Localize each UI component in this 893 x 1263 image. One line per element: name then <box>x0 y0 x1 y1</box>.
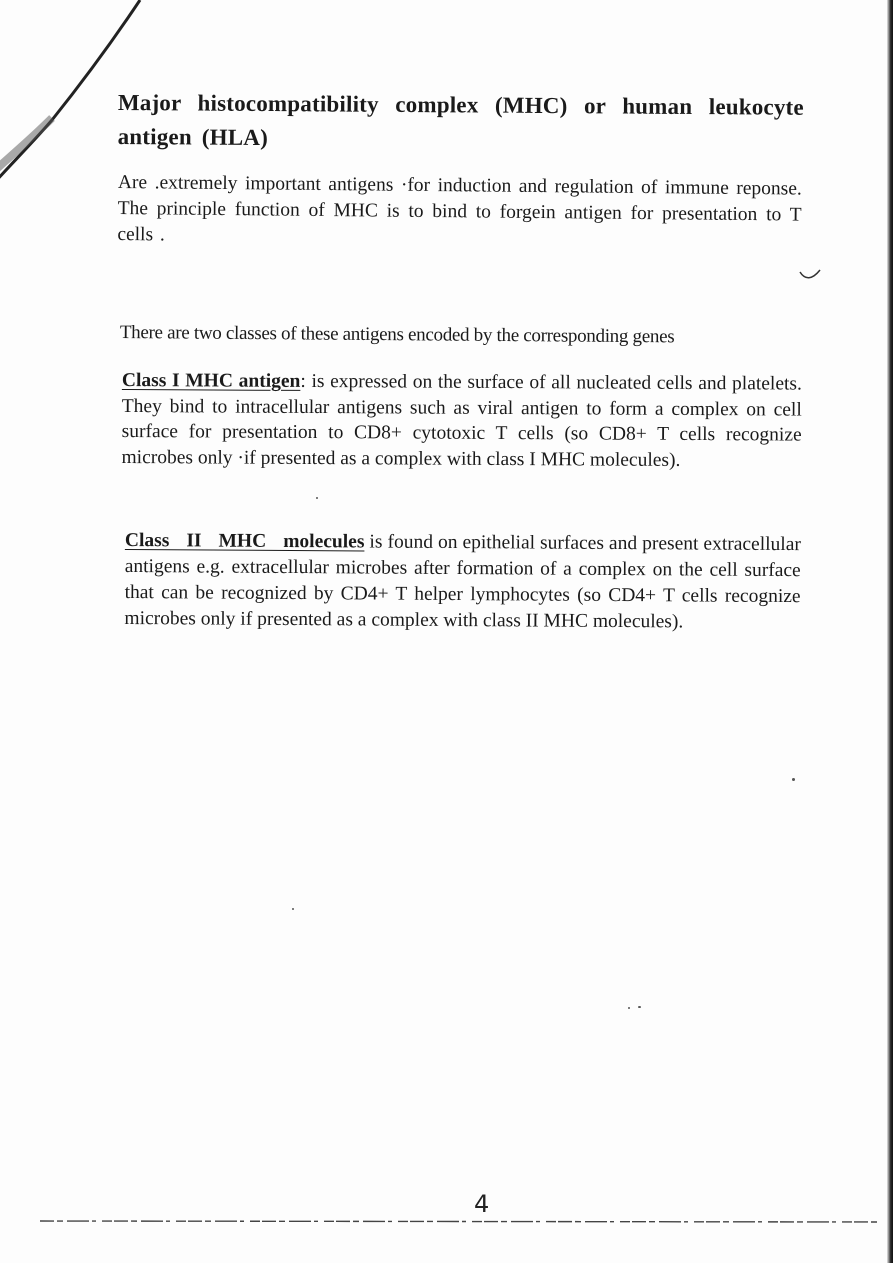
scan-speck <box>292 908 294 910</box>
scan-speck <box>792 778 795 781</box>
page-title: Major histocompatibility complex (MHC) or human leukocyte antigen (HLA) <box>117 89 804 151</box>
scan-speck <box>638 1006 641 1008</box>
classes-intro-paragraph: There are two classes of these antigens encoded by the corresponding genes <box>119 321 675 348</box>
scan-right-edge <box>887 0 893 1263</box>
class2-text: is found on epithelial surfaces and present extracellular antigens e.g. extracellular microbes after formation of a complex on the cell surface that can be recognized by CD4+ T helper lymphocytes (so CD4+ T cells recognize microbes only if presented as a complex with class II MHC molecules). <box>124 531 801 633</box>
check-mark-icon <box>798 268 822 282</box>
class2-paragraph <box>124 528 801 636</box>
page-number: 4 <box>474 1190 490 1218</box>
class1-paragraph <box>121 368 802 474</box>
class1-text: : is expressed on the surface of all nucleated cells and platelets. They bind to intracellular antigens such as viral antigen to form a complex on cell surface for presentation to CD8+ cytotoxic T cells (so CD8+ T cells recognize microbes only ·if presented as a complex with class I MHC molecules). <box>121 370 802 471</box>
scan-bottom-edge <box>40 1218 880 1224</box>
intro-paragraph: Are .extremely important antigens ·for induction and regulation of immune reponse. The principle function of MHC is to bind to forgein antigen for presentation to T cells . <box>117 171 802 246</box>
class1-term: Class I MHC antigen <box>121 369 301 392</box>
scan-speck <box>628 1007 630 1009</box>
scan-speck <box>316 497 318 499</box>
class2-term: Class II MHC molecules <box>124 529 365 553</box>
